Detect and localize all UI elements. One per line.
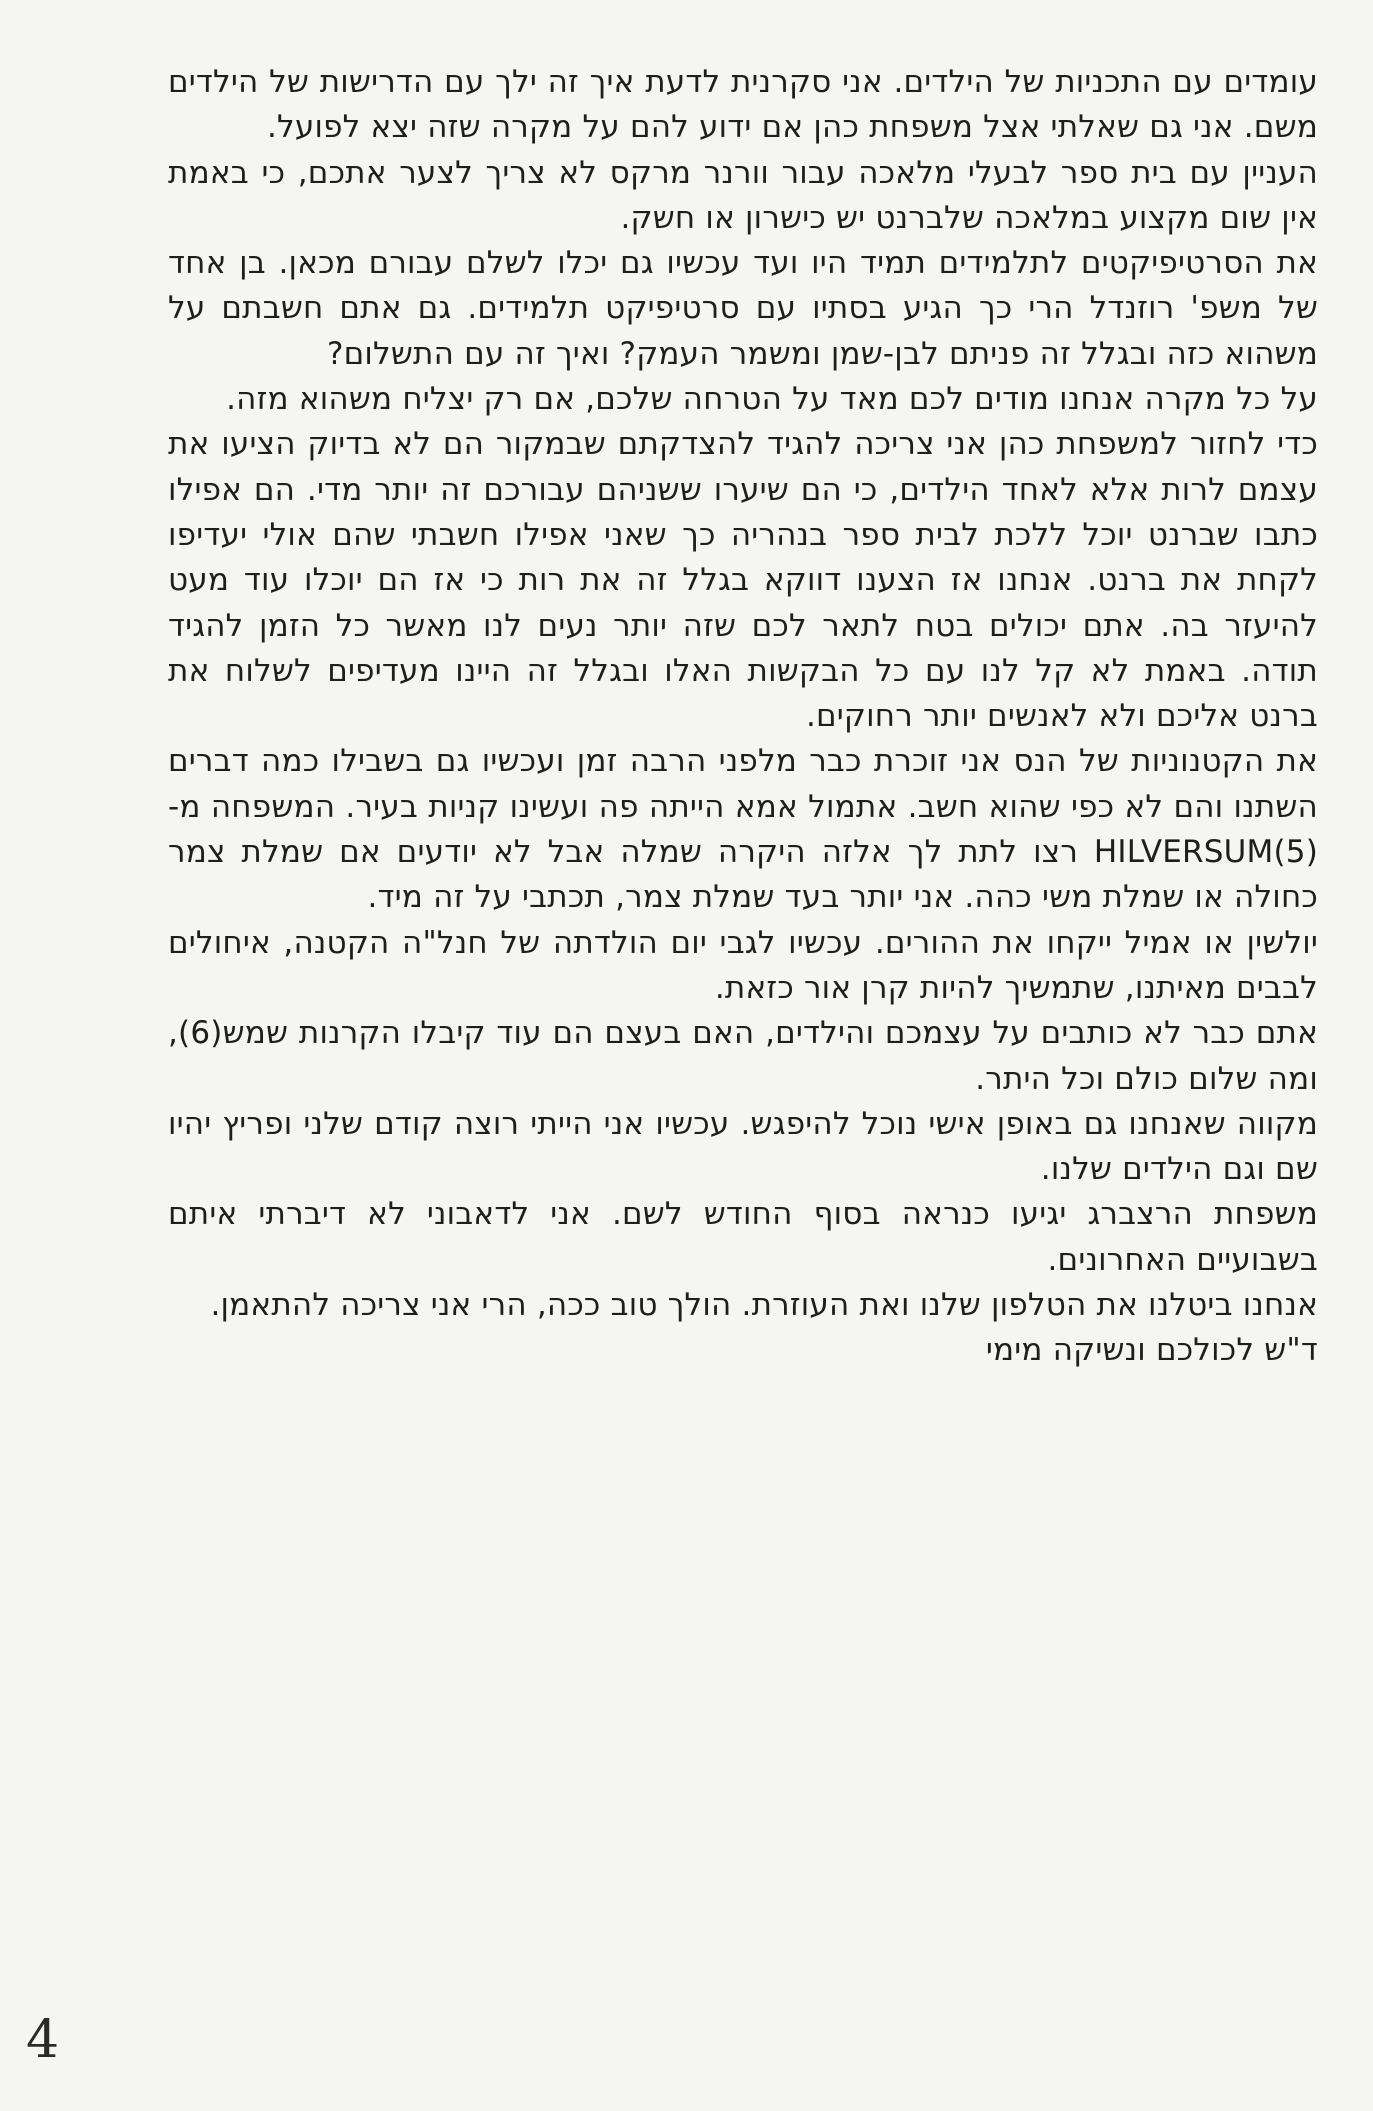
paragraph: על כל מקרה אנחנו מודים לכם מאד על הטרחה שלכם, אם רק יצליח משהוא מזה.	[226, 381, 1318, 418]
paragraph: משפחת הרצברג יגיעו כנראה בסוף החודש לשם. אני לדאבוני לא דיברתי איתם בשבועיים האחרונים.	[168, 1196, 1318, 1278]
signature-line: ד"ש לכולכם ונשיקה מימי	[985, 1332, 1318, 1369]
paragraph: מקווה שאנחנו גם באופן אישי נוכל להיפגש. עכשיו אני הייתי רוצה קודם שלני ופריץ יהיו שם וגם הילדים שלנו.	[168, 1105, 1318, 1188]
paragraph: את הקטנוניות של הנס אני זוכרת כבר מלפני הרבה זמן ועכשיו גם בשבילו כמה דברים השתנו והם לא כפי שהוא חשב. אתמול אמא הייתה פה ועשינו קניות בעיר. המשפחה מ-HILVERSUM(5) רצו לתת לך אלזה היקרה שמלה אבל לא יודעים אם שמלת צמר כחולה או שמלת משי כהה. אני יותר בעד שמלת צמר, תכתבי על זה מיד.	[168, 743, 1318, 916]
paragraph: אתם כבר לא כותבים על עצמכם והילדים, האם בעצם הם עוד קיבלו הקרנות שמש(6), ומה שלום כולם וכל היתר.	[168, 1015, 1318, 1097]
paragraph: את הסרטיפיקטים לתלמידים תמיד היו ועד עכשיו גם יכלו לשלם עבורם מכאן. בן אחד של משפ' רוזנדל הרי כך הגיע בסתיו עם סרטיפיקט תלמידים. גם אתם חשבתם על משהוא כזה ובגלל זה פניתם לבן-שמן ומשמר העמק? ואיך זה עם התשלום?	[168, 245, 1318, 372]
paragraph: אנחנו ביטלנו את הטלפון שלנו ואת העוזרת. הולך טוב ככה, הרי אני צריכה להתאמן.	[210, 1287, 1318, 1324]
paragraph: העניין עם בית ספר לבעלי מלאכה עבור וורנר מרקס לא צריך לצער אתכם, כי באמת אין שום מקצוע במלאכה שלברנט יש כישרון או חשק.	[168, 154, 1318, 236]
letter-body	[168, 60, 1318, 1374]
page-number: 4	[26, 2010, 60, 2070]
paragraph: יולשין או אמיל ייקחו את ההורים. עכשיו לגבי יום הולדתה של חנל"ה הקטנה, איחולים לבבים מאיתנו, שתמשיך להיות קרן אור כזאת.	[168, 924, 1318, 1006]
paragraph: עומדים עם התכניות של הילדים. אני סקרנית לדעת איך זה ילך עם הדרישות של הילדים משם. אני גם שאלתי אצל משפחת כהן אם ידוע להם על מקרה שזה יצא לפועל.	[168, 64, 1318, 146]
paragraph: כדי לחזור למשפחת כהן אני צריכה להגיד להצדקתם שבמקור הם לא בדיוק הציעו את עצמם לרות אלא לאחד הילדים, כי הם שיערו ששניהם עבורכם זה יותר מדי. הם אפילו כתבו שברנט יוכל ללכת לבית ספר בנהריה כך שאני אפילו חשבתי שהם אולי יעדיפו לקחת את ברנט. אנחנו אז הצענו דווקא בגלל זה את רות כי אז הם יוכלו עוד מעט להיעזר בה. אתם יכולים בטח לתאר לכם שזה יותר נעים לנו מאשר כל הזמן להגיד תודה. באמת לא קל לנו עם כל הבקשות האלו ובגלל זה היינו מעדיפים לשלוח את ברנט אליכם ולא לאנשים יותר רחוקים.	[168, 426, 1318, 735]
